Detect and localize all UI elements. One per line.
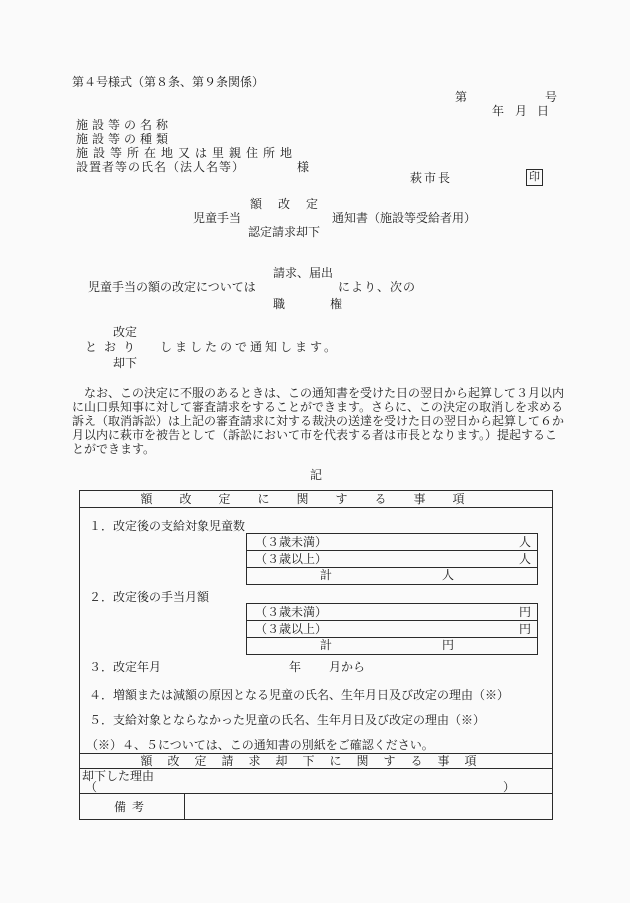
unit-label: 円 xyxy=(442,638,455,652)
date-month-label: 月 xyxy=(515,104,528,118)
option-claim-report: 請求、届出 xyxy=(273,266,334,280)
option-authority: 職権 xyxy=(273,297,388,311)
body-line2: とおり xyxy=(85,340,143,354)
row-label: （３歳未満） xyxy=(255,605,328,619)
issuer-mayor: 萩市長 xyxy=(410,171,453,185)
item1-children-count: １．改定後の支給対象児童数 xyxy=(89,519,246,533)
remarks-label: 備考 xyxy=(80,794,185,819)
unit-label: 円 xyxy=(518,605,531,619)
item2-monthly-amount: ２．改定後の手当月額 xyxy=(89,590,210,604)
table-row xyxy=(247,621,537,638)
date-year-label: 年 xyxy=(492,104,505,118)
item4-increase-decrease-reason: ４．増額または減額の原因となる児童の氏名、生年月日及び改定の理由（※） xyxy=(89,688,510,702)
item3-year-label: 年 xyxy=(289,660,302,674)
appeal-notice-line: 月以内に萩市を被告として（訴訟において市を代表する者は市長となります。）提起するこ xyxy=(72,428,558,442)
body-line2-tail: しましたので通知します。 xyxy=(160,340,340,354)
paren-open: （ xyxy=(85,780,98,794)
remarks-row xyxy=(80,793,552,819)
ki-marker: 記 xyxy=(309,468,322,482)
title-option-claim-rejection: 認定請求却下 xyxy=(248,225,321,239)
body-line1: 児童手当の額の改定については xyxy=(88,280,256,294)
item5-excluded-children: ５．支給対象とならなかった児童の氏名、生年月日及び改定の理由（※） xyxy=(89,713,486,727)
option-rejection: 却下 xyxy=(113,356,138,370)
footnote-see-attachment: （※）４、５については、この通知書の別紙をご確認ください。 xyxy=(86,738,434,752)
rejection-reason-cell xyxy=(80,769,552,793)
title-notice: 通知書（施設等受給者用） xyxy=(332,211,477,225)
title-allowance: 児童手当 xyxy=(193,211,242,225)
appeal-notice-line: 訴え（取消訴訟）は上記の審査請求に対する裁決の送達を受けた日の翌日から起算して６か xyxy=(72,414,565,428)
amount-revision-table xyxy=(79,490,553,820)
rejection-reason-label: 却下した理由 xyxy=(82,769,155,783)
table-total-row xyxy=(247,638,537,654)
option-revision: 改定 xyxy=(113,325,138,339)
row-label: （３歳未満） xyxy=(255,535,328,549)
paren-close: ） xyxy=(503,780,516,794)
seal-mark: 印 xyxy=(526,169,543,186)
facility-address-label: 施設等所在地又は里親住所地 xyxy=(76,146,298,160)
children-count-subtable xyxy=(246,533,538,585)
appeal-notice-line: なお、この決定に不服のあるときは、この通知書を受けた日の翌日から起算して３月以内 xyxy=(72,386,565,400)
item3-month-from-label: 月から xyxy=(329,660,366,674)
table-row xyxy=(247,551,537,568)
row-label: （３歳以上） xyxy=(255,552,328,566)
date-day-label: 日 xyxy=(537,104,550,118)
unit-label: 人 xyxy=(518,535,531,549)
founder-name-label: 設置者等の氏名（法人名等） xyxy=(76,160,246,174)
doc-number-prefix: 第 xyxy=(455,90,468,104)
facility-name-label: 施設等の名称 xyxy=(76,118,173,132)
item3-revision-date: ３．改定年月 xyxy=(89,660,162,674)
form-number: 第４号様式（第８条、第９条関係） xyxy=(72,75,265,89)
unit-label: 人 xyxy=(442,568,455,582)
honorific-sama: 様 xyxy=(297,160,310,174)
row-label: （３歳以上） xyxy=(255,622,328,636)
total-label: 計 xyxy=(320,568,333,582)
appeal-notice-line: に山口県知事に対して審査請求をすることができます。さらに、この決定の取消しを求める xyxy=(72,400,564,414)
monthly-amount-subtable xyxy=(246,603,538,655)
doc-number-suffix: 号 xyxy=(545,90,558,104)
table-header-claim-rejection: 額改定請求却下に関する事項 xyxy=(80,753,552,769)
table-row xyxy=(247,604,537,621)
total-label: 計 xyxy=(320,638,333,652)
table-row xyxy=(247,534,537,551)
unit-label: 円 xyxy=(518,622,531,636)
unit-label: 人 xyxy=(518,552,531,566)
title-option-amount-revision: 額改定 xyxy=(250,197,335,211)
facility-type-label: 施設等の種類 xyxy=(76,132,173,146)
appeal-notice-line: とができます。 xyxy=(72,442,156,456)
body-line1-tail: により、次の xyxy=(338,280,417,294)
table-total-row xyxy=(247,568,537,584)
table-header-amount-revision: 額改定に関する事項 xyxy=(80,491,552,508)
